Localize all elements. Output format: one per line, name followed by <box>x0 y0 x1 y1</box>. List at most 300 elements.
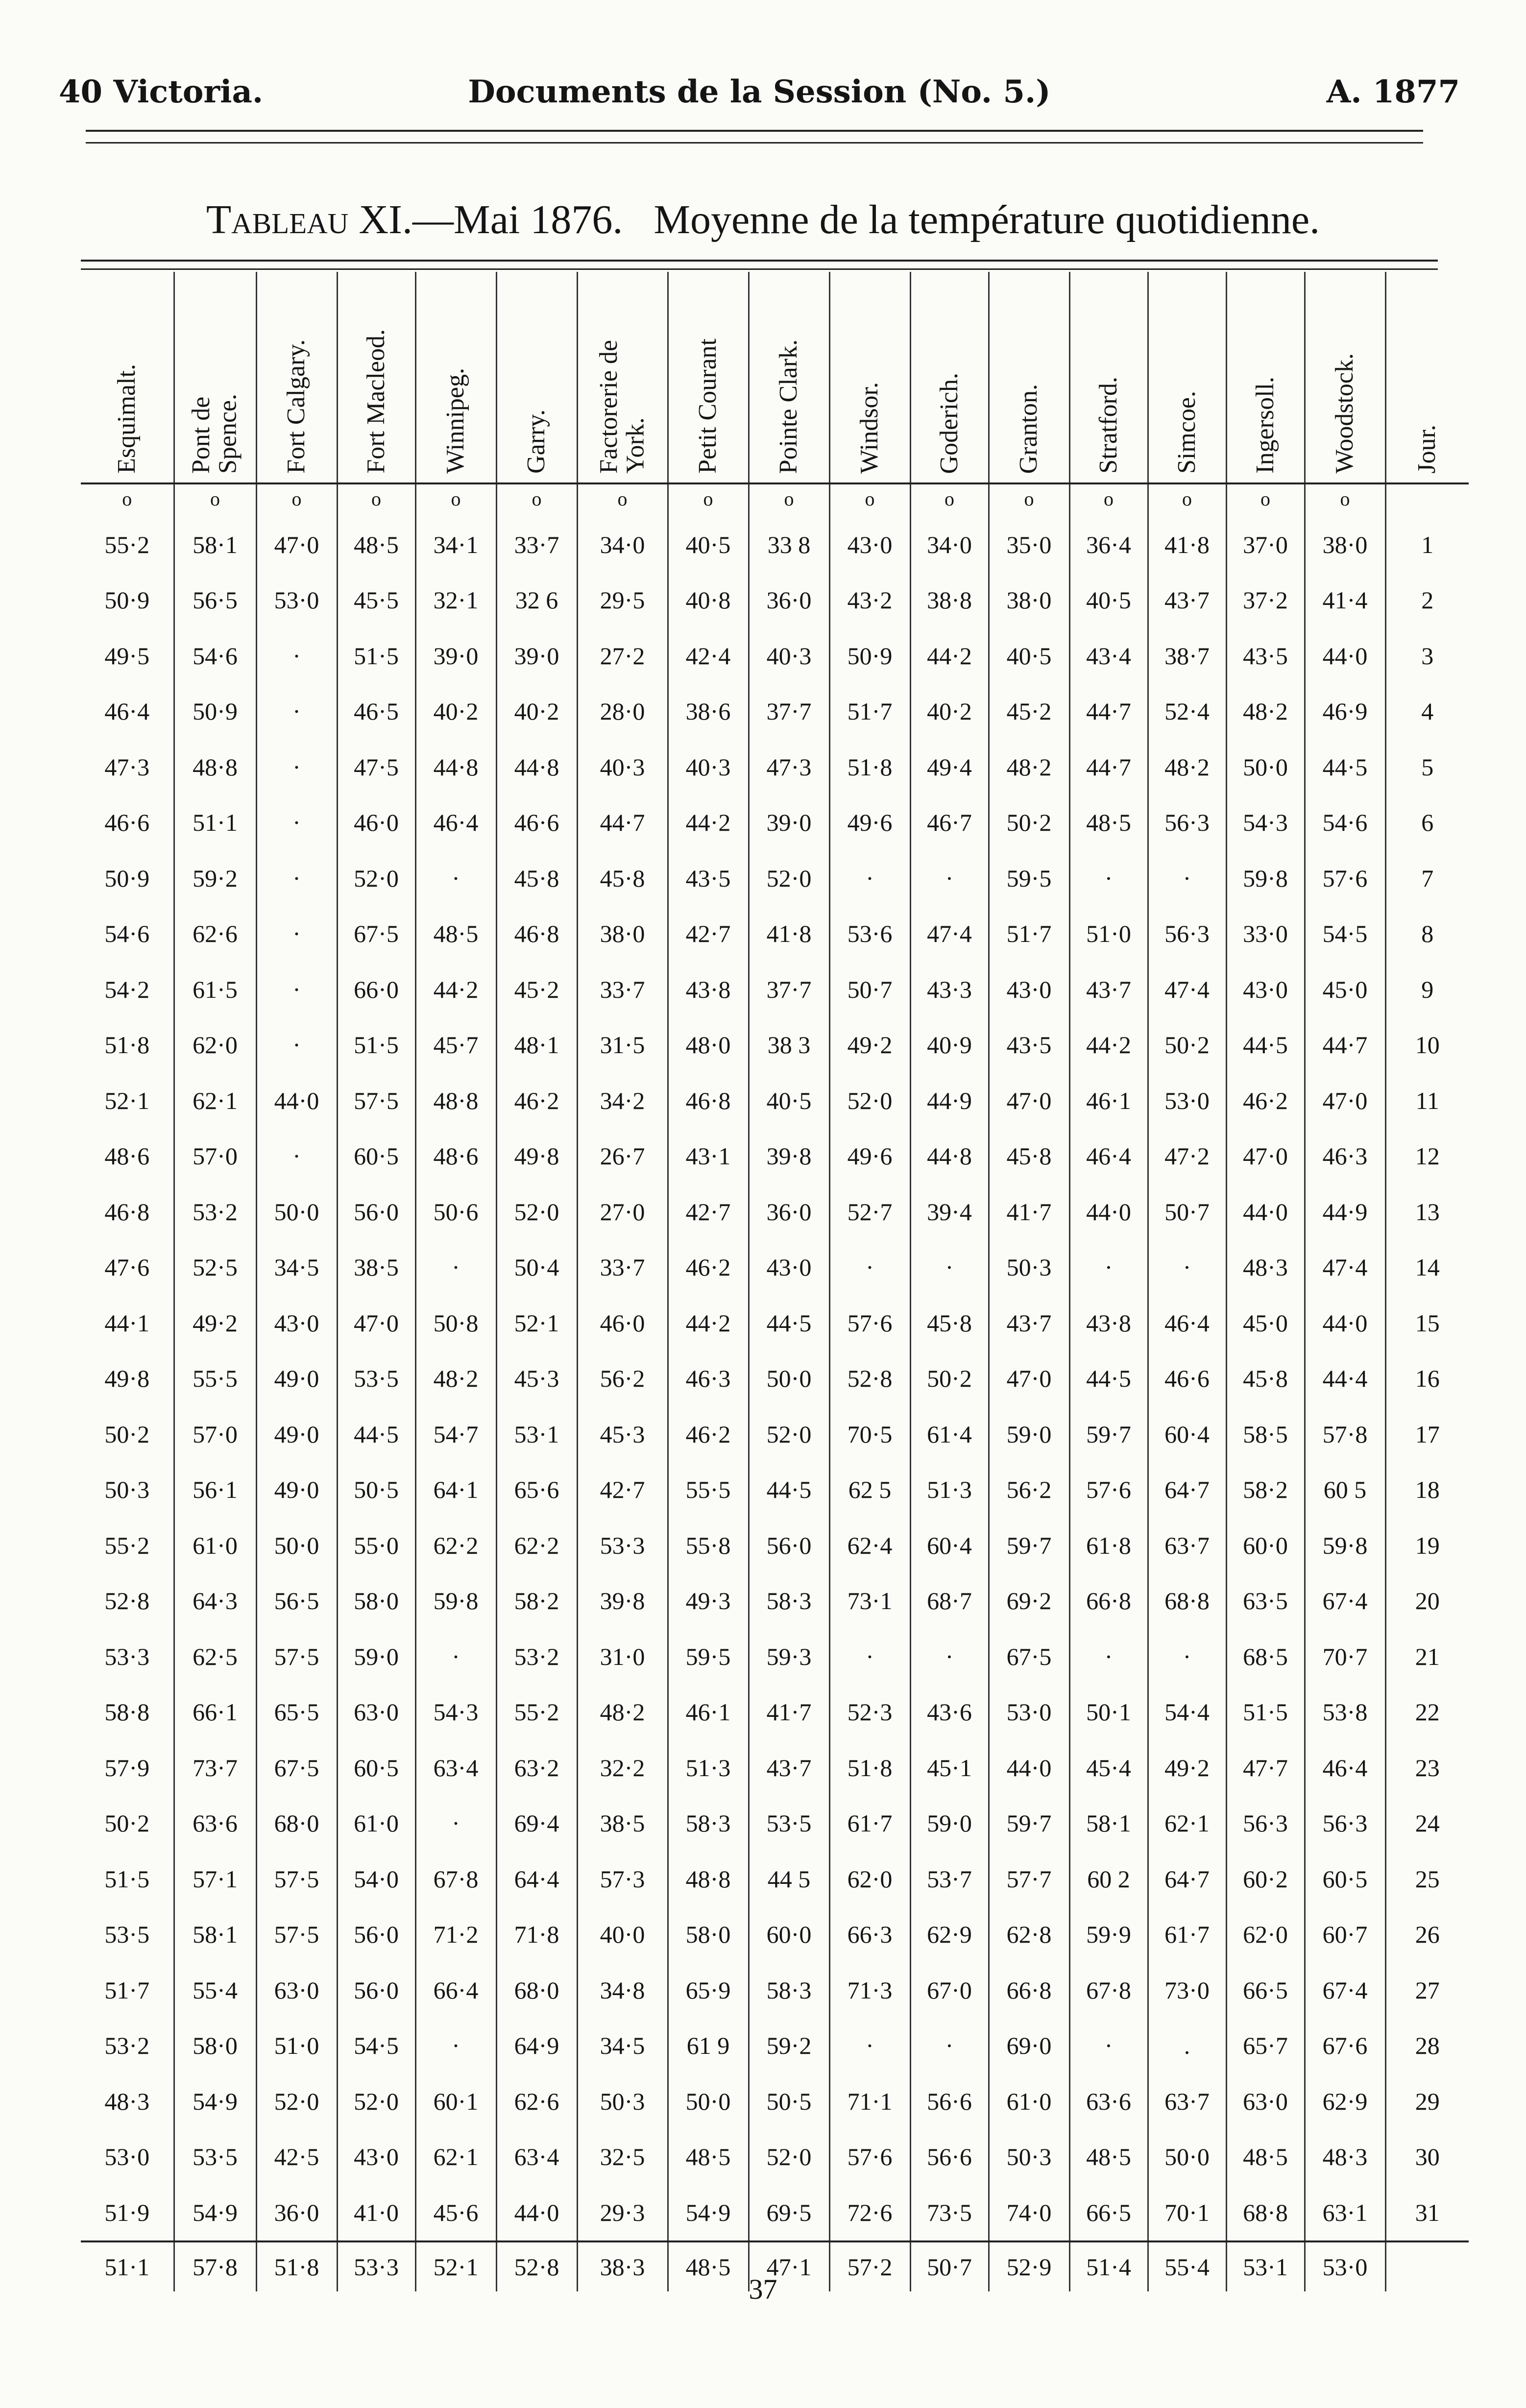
day-number: 17 <box>1385 1406 1469 1462</box>
day-number: 21 <box>1385 1629 1469 1685</box>
temperature-cell: 43·7 <box>1148 573 1226 628</box>
mean-cell: 48·5 <box>668 2241 749 2291</box>
temperature-cell: 45·2 <box>496 962 577 1017</box>
temperature-cell: 69·2 <box>989 1573 1069 1629</box>
temperature-cell: 39·0 <box>749 795 829 851</box>
temperature-cell: 43·7 <box>749 1740 829 1796</box>
temperature-cell: 46·4 <box>104 698 150 725</box>
temperature-cell: · <box>256 850 337 906</box>
column-header-label: Factorerie de York. <box>594 340 650 474</box>
temperature-table <box>81 272 1469 2291</box>
temperature-cell: 45·8 <box>989 1129 1069 1184</box>
temperature-cell: 57·1 <box>174 1851 256 1907</box>
temperature-cell: 45·8 <box>577 850 668 906</box>
temperature-cell: 38·0 <box>577 906 668 962</box>
temperature-cell: 44·7 <box>577 795 668 851</box>
column-header <box>256 272 337 483</box>
temperature-cell: · <box>1069 850 1148 906</box>
column-header <box>1226 272 1305 483</box>
temperature-cell: 60·1 <box>415 2073 496 2129</box>
temperature-cell: 44·5 <box>749 1295 829 1351</box>
temperature-cell: 51·5 <box>104 1865 150 1893</box>
temperature-cell: 38·0 <box>989 573 1069 628</box>
day-number: 5 <box>1385 739 1469 795</box>
column-headers <box>81 272 1469 483</box>
temperature-cell: 44·5 <box>1305 739 1385 795</box>
temperature-cell: 44·7 <box>1069 739 1148 795</box>
temperature-cell: 36·0 <box>749 573 829 628</box>
temperature-cell: 59·9 <box>1069 1907 1148 1963</box>
temperature-cell: 73·7 <box>174 1740 256 1796</box>
temperature-cell: 60·0 <box>749 1907 829 1963</box>
column-header <box>1069 272 1148 483</box>
temperature-cell: 63·4 <box>415 1740 496 1796</box>
temperature-cell: 63·7 <box>1148 2073 1226 2129</box>
temperature-cell: 46·0 <box>337 795 415 851</box>
temperature-cell: 46·6 <box>1148 1351 1226 1407</box>
temperature-cell: 67·5 <box>256 1740 337 1796</box>
mean-cell: 51·4 <box>1069 2241 1148 2291</box>
temperature-cell: 54·6 <box>1305 795 1385 851</box>
temperature-cell: 56·3 <box>1226 1796 1305 1852</box>
column-header <box>749 272 829 483</box>
header-documents: Documents de la Session (No. 5.) <box>468 73 1051 110</box>
temperature-cell: 50·0 <box>256 1184 337 1240</box>
temperature-cell: 44·9 <box>910 1073 989 1129</box>
temperature-cell: 51·7 <box>104 1976 150 2004</box>
temperature-cell: 36·4 <box>1069 517 1148 573</box>
temperature-cell: 63·6 <box>174 1796 256 1852</box>
temperature-cell: 43·0 <box>1226 962 1305 1017</box>
temperature-cell: 54·9 <box>668 2185 749 2241</box>
temperature-cell: 52·1 <box>104 1086 150 1114</box>
temperature-cell: 62·1 <box>415 2129 496 2185</box>
temperature-cell: 59·5 <box>668 1629 749 1685</box>
temperature-cell: · <box>1148 850 1226 906</box>
temperature-cell: 47·0 <box>989 1073 1069 1129</box>
temperature-cell: 53·2 <box>496 1629 577 1685</box>
temperature-cell: 49·2 <box>1148 1740 1226 1796</box>
temperature-cell: 57·5 <box>256 1629 337 1685</box>
temperature-cell: 52·7 <box>829 1184 910 1240</box>
temperature-cell: 32·1 <box>415 573 496 628</box>
temperature-cell: 59·7 <box>1069 1406 1148 1462</box>
temperature-cell: 54·6 <box>104 920 150 948</box>
table-row <box>81 906 1469 962</box>
column-header <box>577 272 668 483</box>
mean-cell: 47·1 <box>749 2241 829 2291</box>
temperature-cell: · <box>910 1240 989 1296</box>
temperature-cell: 45·7 <box>415 1017 496 1073</box>
temperature-cell: 43·3 <box>910 962 989 1017</box>
header-volume: 40 Victoria. <box>59 73 264 110</box>
temperature-cell: 47·4 <box>1148 962 1226 1017</box>
temperature-cell: 32 6 <box>496 573 577 628</box>
temperature-cell: 44·8 <box>496 739 577 795</box>
day-number: 10 <box>1385 1017 1469 1073</box>
temperature-cell: 50·1 <box>1069 1685 1148 1740</box>
temperature-cell: 73·5 <box>910 2185 989 2241</box>
table-row <box>81 573 1469 628</box>
column-header <box>1385 272 1469 483</box>
temperature-cell: 53·0 <box>104 2143 150 2171</box>
temperature-cell: 44·9 <box>1305 1184 1385 1240</box>
header-year: A. 1877 <box>1326 73 1460 110</box>
temperature-cell: 46·6 <box>104 809 150 837</box>
temperature-cell: 45·4 <box>1069 1740 1148 1796</box>
day-number: 25 <box>1385 1851 1469 1907</box>
day-number: 2 <box>1385 573 1469 628</box>
temperature-cell: 45·0 <box>1305 962 1385 1017</box>
temperature-cell: · <box>256 1129 337 1184</box>
temperature-cell: 48·0 <box>668 1017 749 1073</box>
temperature-cell: 48·6 <box>104 1142 150 1170</box>
temperature-cell: 60 5 <box>1305 1462 1385 1518</box>
temperature-cell: 66·0 <box>337 962 415 1017</box>
temperature-cell: 57·0 <box>174 1129 256 1184</box>
temperature-cell: 44·2 <box>910 628 989 684</box>
temperature-cell: 66·1 <box>174 1685 256 1740</box>
temperature-cell: 38·6 <box>668 684 749 740</box>
table-row <box>81 1740 1469 1796</box>
temperature-cell: 56·0 <box>337 1962 415 2018</box>
temperature-cell: 63·2 <box>496 1740 577 1796</box>
table-row <box>81 517 1469 573</box>
temperature-cell: 41·8 <box>1148 517 1226 573</box>
temperature-cell: 54·5 <box>1305 906 1385 962</box>
temperature-cell: 44·8 <box>415 739 496 795</box>
table-row <box>81 1573 1469 1629</box>
temperature-cell: 46·4 <box>1069 1129 1148 1184</box>
column-header-label: Pont de Spence. <box>187 393 242 474</box>
temperature-cell: 49·3 <box>668 1573 749 1629</box>
temperature-cell: 54·4 <box>1148 1685 1226 1740</box>
temperature-cell: 62·0 <box>174 1017 256 1073</box>
day-number: 1 <box>1385 517 1469 573</box>
day-number: 24 <box>1385 1796 1469 1852</box>
day-number: 27 <box>1385 1962 1469 2018</box>
temperature-cell: 62·5 <box>174 1629 256 1685</box>
temperature-cell: 61·0 <box>174 1517 256 1573</box>
temperature-cell: 46·4 <box>1148 1295 1226 1351</box>
temperature-cell: 29·3 <box>577 2185 668 2241</box>
temperature-cell: 53·2 <box>174 1184 256 1240</box>
temperature-cell: 50·7 <box>829 962 910 1017</box>
temperature-cell: 71·8 <box>496 1907 577 1963</box>
mean-cell: 51·8 <box>256 2241 337 2291</box>
temperature-cell: 52·0 <box>337 850 415 906</box>
temperature-cell: 39·8 <box>577 1573 668 1629</box>
temperature-cell: 67·8 <box>415 1851 496 1907</box>
temperature-cell: · <box>256 684 337 740</box>
temperature-cell: 62·0 <box>1226 1907 1305 1963</box>
column-header-label: Fort Calgary. <box>282 339 311 474</box>
temperature-cell: 57·7 <box>989 1851 1069 1907</box>
temperature-cell: 53·3 <box>577 1517 668 1573</box>
temperature-cell: 49·2 <box>829 1017 910 1073</box>
temperature-cell: 38·7 <box>1148 628 1226 684</box>
temperature-cell: 34·8 <box>577 1962 668 2018</box>
temperature-cell: 44·0 <box>989 1740 1069 1796</box>
temperature-cell: 51·1 <box>174 795 256 851</box>
temperature-cell: 59·7 <box>989 1517 1069 1573</box>
temperature-cell: 44·0 <box>1069 1184 1148 1240</box>
temperature-cell: 52·1 <box>496 1295 577 1351</box>
temperature-cell: 49·0 <box>256 1351 337 1407</box>
temperature-cell: 68·8 <box>1226 2185 1305 2241</box>
temperature-cell: 55·0 <box>337 1517 415 1573</box>
temperature-cell: 36·0 <box>256 2185 337 2241</box>
temperature-cell: 68·0 <box>256 1796 337 1852</box>
temperature-cell: 48·2 <box>1148 739 1226 795</box>
temperature-cell: 44·0 <box>1305 628 1385 684</box>
temperature-cell: 47·0 <box>1305 1073 1385 1129</box>
temperature-cell: 62·1 <box>1148 1796 1226 1852</box>
temperature-cell: 45·8 <box>910 1295 989 1351</box>
temperature-cell: 43·7 <box>1069 962 1148 1017</box>
temperature-cell: 46·9 <box>1305 684 1385 740</box>
temperature-cell: 32·5 <box>577 2129 668 2185</box>
temperature-cell: · <box>1069 1629 1148 1685</box>
temperature-cell: 66·5 <box>1069 2185 1148 2241</box>
degree-symbol: o <box>496 483 577 517</box>
temperature-cell: 64·7 <box>1148 1851 1226 1907</box>
temperature-cell: 73·0 <box>1148 1962 1226 2018</box>
temperature-cell: 40·9 <box>910 1017 989 1073</box>
day-number: 14 <box>1385 1240 1469 1296</box>
temperature-cell: 42·7 <box>668 1184 749 1240</box>
degree-row <box>81 483 1469 517</box>
temperature-cell: 59·2 <box>749 2018 829 2074</box>
temperature-cell: 57·8 <box>1305 1406 1385 1462</box>
temperature-cell: 35·0 <box>989 517 1069 573</box>
temperature-cell: · <box>910 850 989 906</box>
table-row <box>81 962 1469 1017</box>
temperature-cell: 47·0 <box>256 517 337 573</box>
temperature-cell: 45·8 <box>496 850 577 906</box>
temperature-cell: 44·5 <box>1069 1351 1148 1407</box>
day-number: 11 <box>1385 1073 1469 1129</box>
temperature-cell: 56·3 <box>1305 1796 1385 1852</box>
temperature-cell: 44·1 <box>104 1309 150 1337</box>
table-row <box>81 1462 1469 1518</box>
table-row <box>81 2129 1469 2185</box>
temperature-cell: 51·8 <box>104 1031 150 1059</box>
temperature-cell: 38 3 <box>749 1017 829 1073</box>
temperature-cell: 46·8 <box>496 906 577 962</box>
day-number: 29 <box>1385 2073 1469 2129</box>
temperature-cell: 51·3 <box>910 1462 989 1518</box>
column-header <box>174 272 256 483</box>
temperature-cell: 42·7 <box>668 906 749 962</box>
temperature-cell: 43·0 <box>256 1295 337 1351</box>
temperature-cell: 50·4 <box>496 1240 577 1296</box>
temperature-cell: 49·8 <box>496 1129 577 1184</box>
temperature-cell: 58·3 <box>749 1573 829 1629</box>
temperature-cell: 61·5 <box>174 962 256 1017</box>
temperature-cell: 44·7 <box>1069 684 1148 740</box>
temperature-cell: 61·0 <box>337 1796 415 1852</box>
temperature-cell: 58·3 <box>668 1796 749 1852</box>
day-number: 6 <box>1385 795 1469 851</box>
temperature-cell: 47·6 <box>104 1253 150 1281</box>
temperature-cell: 44·0 <box>496 2185 577 2241</box>
temperature-cell: 41·7 <box>989 1184 1069 1240</box>
column-header <box>829 272 910 483</box>
temperature-cell: 68·7 <box>910 1573 989 1629</box>
day-number: 20 <box>1385 1573 1469 1629</box>
temperature-cell: 55·5 <box>174 1351 256 1407</box>
temperature-cell: 52·0 <box>496 1184 577 1240</box>
temperature-cell: 45·8 <box>1226 1351 1305 1407</box>
temperature-cell: 50·2 <box>989 795 1069 851</box>
temperature-cell: 48·8 <box>415 1073 496 1129</box>
header-rule-bottom <box>86 142 1423 144</box>
temperature-cell: 61·7 <box>829 1796 910 1852</box>
column-header <box>496 272 577 483</box>
table-row <box>81 684 1469 740</box>
temperature-cell: 59·7 <box>989 1796 1069 1852</box>
table-number: Tableau XI. <box>206 197 413 242</box>
temperature-cell: 54·7 <box>415 1406 496 1462</box>
column-header-label: Jour. <box>1413 425 1441 474</box>
table-row <box>81 1796 1469 1852</box>
mean-cell: 53·1 <box>1226 2241 1305 2291</box>
table-row <box>81 850 1469 906</box>
temperature-cell: . <box>1148 2018 1226 2074</box>
temperature-cell: 60·4 <box>910 1517 989 1573</box>
temperature-cell: 58·1 <box>174 1907 256 1963</box>
temperature-cell: 58·3 <box>749 1962 829 2018</box>
temperature-cell: 44·0 <box>1305 1295 1385 1351</box>
temperature-cell: 62·1 <box>174 1073 256 1129</box>
day-number: 18 <box>1385 1462 1469 1518</box>
temperature-cell: 47·4 <box>910 906 989 962</box>
temperature-cell: 34·0 <box>910 517 989 573</box>
temperature-cell: 69·4 <box>496 1796 577 1852</box>
temperature-cell: 57·5 <box>256 1851 337 1907</box>
temperature-cell: 43·7 <box>989 1295 1069 1351</box>
day-number: 12 <box>1385 1129 1469 1184</box>
temperature-cell: 57·9 <box>104 1754 150 1782</box>
temperature-cell: 50·0 <box>1226 739 1305 795</box>
temperature-cell: 51·8 <box>829 739 910 795</box>
temperature-cell: 57·3 <box>577 1851 668 1907</box>
temperature-cell: 54·5 <box>337 2018 415 2074</box>
temperature-cell: 54·2 <box>104 975 150 1003</box>
temperature-cell: 59·0 <box>337 1629 415 1685</box>
table-row <box>81 2073 1469 2129</box>
temperature-cell: 43·2 <box>829 573 910 628</box>
temperature-cell: 58·0 <box>174 2018 256 2074</box>
temperature-cell: 72·6 <box>829 2185 910 2241</box>
temperature-cell: 40·5 <box>1069 573 1148 628</box>
temperature-cell: 49·2 <box>174 1295 256 1351</box>
temperature-cell: 61 9 <box>668 2018 749 2074</box>
temperature-cell: 57·6 <box>1069 1462 1148 1518</box>
temperature-cell: 59·8 <box>1226 850 1305 906</box>
column-header-label: Goderich. <box>935 372 963 474</box>
temperature-cell: 50·9 <box>829 628 910 684</box>
temperature-cell: 45·3 <box>496 1351 577 1407</box>
temperature-cell: 66·8 <box>1069 1573 1148 1629</box>
temperature-cell: · <box>256 962 337 1017</box>
day-number: 19 <box>1385 1517 1469 1573</box>
temperature-cell: 48·8 <box>174 739 256 795</box>
temperature-cell: 55·2 <box>104 530 150 558</box>
day-number: 16 <box>1385 1351 1469 1407</box>
temperature-cell: 51·5 <box>337 1017 415 1073</box>
temperature-cell: 26·7 <box>577 1129 668 1184</box>
temperature-cell: 34·5 <box>577 2018 668 2074</box>
temperature-cell: 56·0 <box>749 1517 829 1573</box>
temperature-cell: 58·0 <box>337 1573 415 1629</box>
mean-cell: 53·0 <box>1305 2241 1385 2291</box>
temperature-cell: 48·2 <box>415 1351 496 1407</box>
temperature-cell: 50·9 <box>174 684 256 740</box>
temperature-cell: 34·5 <box>256 1240 337 1296</box>
temperature-cell: 44 5 <box>749 1851 829 1907</box>
temperature-cell: 61·0 <box>989 2073 1069 2129</box>
temperature-cell: 48·2 <box>989 739 1069 795</box>
temperature-cell: 67·0 <box>910 1962 989 2018</box>
temperature-cell: · <box>1069 1240 1148 1296</box>
temperature-cell: 45·0 <box>1226 1295 1305 1351</box>
temperature-cell: 40·3 <box>668 739 749 795</box>
temperature-cell: · <box>1148 1240 1226 1296</box>
temperature-cell: 46·5 <box>337 684 415 740</box>
temperature-cell: 42·7 <box>577 1462 668 1518</box>
temperature-cell: · <box>415 850 496 906</box>
temperature-cell: 27·0 <box>577 1184 668 1240</box>
temperature-cell: 43·0 <box>829 517 910 573</box>
temperature-cell: 44·5 <box>749 1462 829 1518</box>
temperature-cell: 44·0 <box>1226 1184 1305 1240</box>
temperature-cell: 68·8 <box>1148 1573 1226 1629</box>
temperature-cell: 44·2 <box>668 1295 749 1351</box>
temperature-cell: 69·5 <box>749 2185 829 2241</box>
temperature-cell: 33·7 <box>496 517 577 573</box>
temperature-cell: 62·2 <box>415 1517 496 1573</box>
temperature-cell: 33·0 <box>1226 906 1305 962</box>
day-number: 23 <box>1385 1740 1469 1796</box>
temperature-cell: 37·0 <box>1226 517 1305 573</box>
degree-symbol: o <box>1148 483 1226 517</box>
temperature-cell: 62·9 <box>910 1907 989 1963</box>
temperature-cell: 50·0 <box>256 1517 337 1573</box>
temperature-cell: 40·8 <box>668 573 749 628</box>
temperature-cell: 50·9 <box>104 586 150 614</box>
temperature-cell: 40·3 <box>577 739 668 795</box>
temperature-cell: 56·3 <box>1148 906 1226 962</box>
temperature-cell: 58·8 <box>104 1698 150 1726</box>
temperature-cell: 48·5 <box>337 517 415 573</box>
temperature-cell: 50·3 <box>577 2073 668 2129</box>
column-header <box>910 272 989 483</box>
temperature-cell: 46·7 <box>910 795 989 851</box>
temperature-cell: 43·0 <box>749 1240 829 1296</box>
temperature-cell: 53·5 <box>337 1351 415 1407</box>
temperature-cell: 50·2 <box>104 1809 150 1837</box>
temperature-cell: 67·4 <box>1305 1573 1385 1629</box>
temperature-cell: 56·6 <box>910 2073 989 2129</box>
temperature-cell: 70·5 <box>829 1406 910 1462</box>
temperature-cell: 39·8 <box>749 1129 829 1184</box>
temperature-cell: 46·8 <box>104 1198 150 1226</box>
temperature-cell: 54·3 <box>1226 795 1305 851</box>
mean-cell: 57·2 <box>829 2241 910 2291</box>
temperature-cell: 59·8 <box>1305 1517 1385 1573</box>
